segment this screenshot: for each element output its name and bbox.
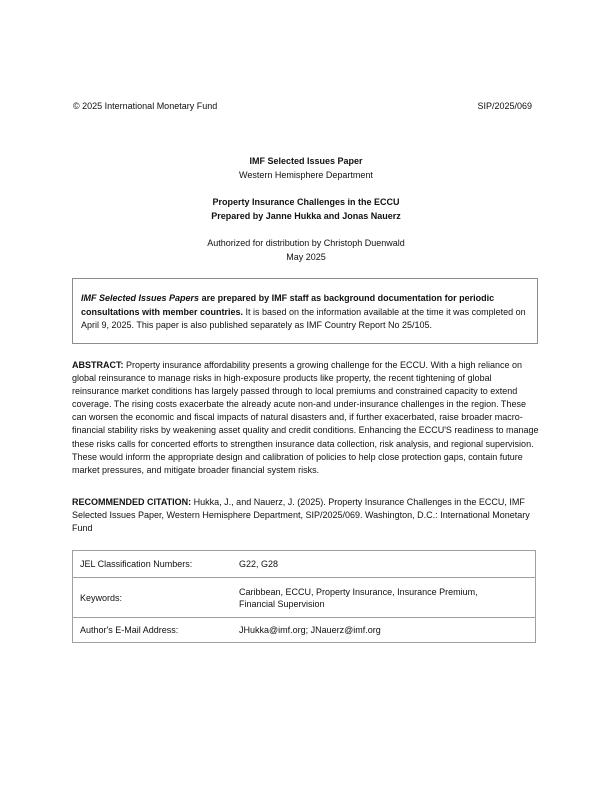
email-label: Author's E-Mail Address: — [73, 618, 233, 643]
table-row — [73, 551, 536, 578]
citation-text: Hukka, J., and Nauerz, J. (2025). Property Insurance Challenges in the ECCU, IMF Selected Issues Paper, Western Hemisphere Department, SIP/2025/069. Washington, D.C.: International Monetary Fund — [72, 497, 530, 534]
report-id: SIP/2025/069 — [477, 101, 532, 111]
disclaimer-text: It is based on the information available at the time it was completed on April 9, 2025. This paper is also published separately as IMF Country Report No 25/105. — [81, 306, 526, 331]
abstract-label: ABSTRACT: — [72, 360, 124, 370]
authors: Prepared by Janne Hukka and Jonas Nauerz — [211, 211, 401, 221]
publication-date: May 2025 — [286, 252, 326, 262]
disclaimer-box — [72, 278, 538, 344]
department: Western Hemisphere Department — [239, 170, 373, 180]
citation-label: RECOMMENDED CITATION: — [72, 497, 192, 507]
citation — [72, 496, 540, 535]
metadata-table — [72, 550, 536, 643]
keywords-line-1: Caribbean, ECCU, Property Insurance, Insurance Premium, — [239, 586, 478, 597]
jel-value: G22, G28 — [232, 551, 536, 578]
series-title: IMF Selected Issues Paper — [249, 156, 363, 166]
disclaimer-bold: are prepared by IMF staff as background documentation for periodic consultations with member countries. — [81, 293, 495, 317]
abstract-text: Property insurance affordability presents a growing challenge for the ECCU. With a high reliance on global reinsurance to manage risks in high-exposure products like property, the recent tightening of global reinsurance market conditions has largely passed through to local premiums and constrained capacity to extend coverage. The rising costs exacerbate the already acute non-and under-insurance challenges in the region. These can worsen the economic and fiscal impacts of natural disasters and, if further exacerbated, raise broader macro-financial stability risks by weakening asset quality and credit conditions. Enhancing the ECCU'S readiness to manage these risks calls for concerted efforts to strengthen insurance data collection, risk analysis, and regional supervision. These would inform the appropriate design and calibration of policies to help close protection gaps, contain future market pressures, and mitigate broader financial system risks. — [72, 360, 539, 475]
disclaimer-lead: IMF Selected Issues Papers — [81, 293, 200, 303]
copyright-notice: © 2025 International Monetary Fund — [73, 101, 218, 111]
paper-title: Property Insurance Challenges in the ECCU — [212, 197, 400, 207]
table-row — [73, 578, 536, 618]
abstract — [72, 359, 540, 477]
jel-label: JEL Classification Numbers: — [73, 551, 233, 578]
keywords-label: Keywords: — [73, 578, 233, 618]
table-row — [73, 618, 536, 643]
keywords-value — [232, 578, 536, 618]
authorization: Authorized for distribution by Christoph Duenwald — [207, 238, 405, 248]
keywords-line-2: Financial Supervision — [239, 598, 325, 609]
email-value: JHukka@imf.org; JNauerz@imf.org — [232, 618, 536, 643]
